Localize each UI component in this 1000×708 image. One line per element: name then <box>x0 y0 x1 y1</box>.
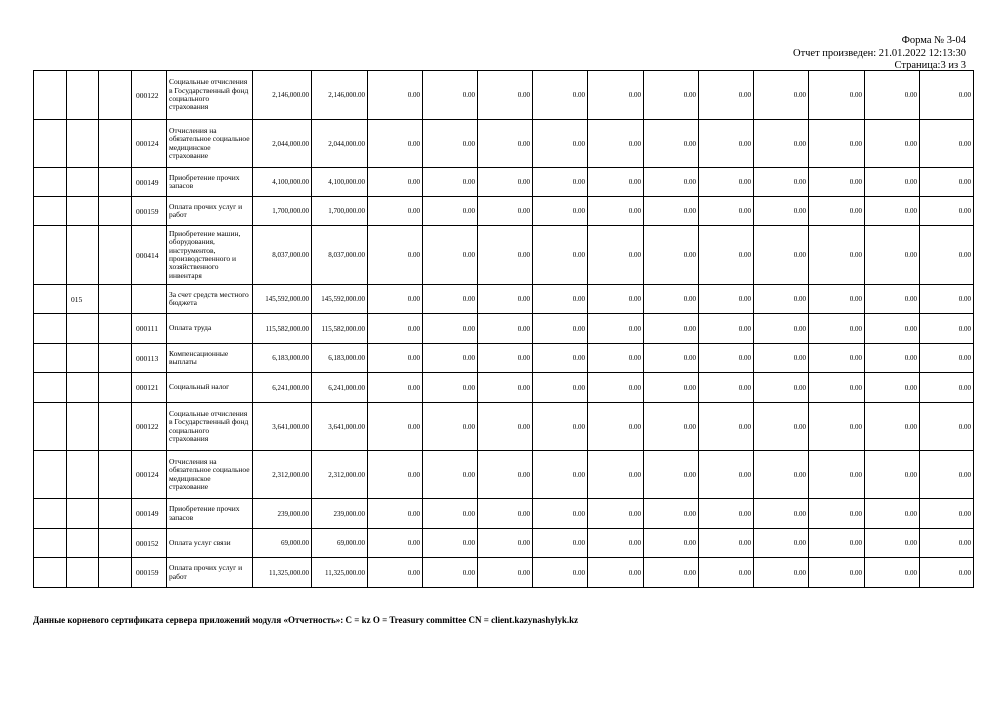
value-cell: 0.00 <box>920 314 974 344</box>
value-cell: 0.00 <box>699 373 754 403</box>
value-cell: 0.00 <box>809 168 865 197</box>
value-cell: 0.00 <box>478 285 533 314</box>
program-code-cell <box>67 71 99 120</box>
value-cell: 0.00 <box>533 373 588 403</box>
value-cell: 0.00 <box>644 529 699 558</box>
value-cell: 0.00 <box>699 285 754 314</box>
value-cell: 0.00 <box>920 226 974 285</box>
subprogram-code-cell <box>99 168 132 197</box>
col1-cell <box>34 314 67 344</box>
specific-code-cell <box>132 285 167 314</box>
value-cell: 0.00 <box>809 373 865 403</box>
value-cell: 0.00 <box>533 197 588 226</box>
value-cell: 0.00 <box>533 314 588 344</box>
value-cell: 0.00 <box>478 373 533 403</box>
value-cell: 0.00 <box>920 285 974 314</box>
value-cell: 0.00 <box>920 120 974 168</box>
plan-amount-cell: 2,044,000.00 <box>312 120 368 168</box>
subprogram-code-cell <box>99 71 132 120</box>
plan-amount-cell: 115,582,000.00 <box>312 314 368 344</box>
value-cell: 0.00 <box>920 344 974 373</box>
value-cell: 0.00 <box>644 344 699 373</box>
table-row <box>34 403 974 451</box>
value-cell: 0.00 <box>754 403 809 451</box>
value-cell: 0.00 <box>478 451 533 499</box>
value-cell: 0.00 <box>699 529 754 558</box>
value-cell: 0.00 <box>368 71 423 120</box>
value-cell: 0.00 <box>754 529 809 558</box>
program-code-cell <box>67 226 99 285</box>
page-counter: Страница:3 из 3 <box>894 60 966 72</box>
value-cell: 0.00 <box>644 168 699 197</box>
item-name-cell: Отчисления на обязательное социальное медицинское страхование <box>167 451 253 499</box>
table-row <box>34 373 974 403</box>
table-row <box>34 168 974 197</box>
col1-cell <box>34 344 67 373</box>
value-cell: 0.00 <box>865 71 920 120</box>
plan-amount-cell: 3,641,000.00 <box>312 403 368 451</box>
subprogram-code-cell <box>99 558 132 588</box>
plan-amount-cell: 4,100,000.00 <box>312 168 368 197</box>
program-code-cell <box>67 373 99 403</box>
value-cell: 0.00 <box>478 529 533 558</box>
value-cell: 0.00 <box>588 168 644 197</box>
specific-code-cell: 000159 <box>132 197 167 226</box>
col1-cell <box>34 226 67 285</box>
specific-code-cell: 000111 <box>132 314 167 344</box>
value-cell: 0.00 <box>920 558 974 588</box>
value-cell: 0.00 <box>754 451 809 499</box>
value-cell: 0.00 <box>588 451 644 499</box>
plan-amount-cell: 239,000.00 <box>312 499 368 529</box>
value-cell: 0.00 <box>368 197 423 226</box>
item-name-cell: Оплата прочих услуг и работ <box>167 197 253 226</box>
value-cell: 0.00 <box>588 558 644 588</box>
program-code-cell <box>67 197 99 226</box>
value-cell: 0.00 <box>588 120 644 168</box>
value-cell: 0.00 <box>423 373 478 403</box>
value-cell: 0.00 <box>644 226 699 285</box>
value-cell: 0.00 <box>809 451 865 499</box>
value-cell: 0.00 <box>920 403 974 451</box>
value-cell: 0.00 <box>533 168 588 197</box>
value-cell: 0.00 <box>920 499 974 529</box>
value-cell: 0.00 <box>478 499 533 529</box>
value-cell: 0.00 <box>809 71 865 120</box>
table-row <box>34 314 974 344</box>
value-cell: 0.00 <box>699 226 754 285</box>
value-cell: 0.00 <box>588 403 644 451</box>
value-cell: 0.00 <box>809 558 865 588</box>
approved-amount-cell: 6,241,000.00 <box>253 373 312 403</box>
approved-amount-cell: 115,582,000.00 <box>253 314 312 344</box>
specific-code-cell: 000149 <box>132 168 167 197</box>
table-row <box>34 197 974 226</box>
value-cell: 0.00 <box>865 529 920 558</box>
approved-amount-cell: 8,037,000.00 <box>253 226 312 285</box>
plan-amount-cell: 2,312,000.00 <box>312 451 368 499</box>
value-cell: 0.00 <box>368 120 423 168</box>
program-code-cell <box>67 314 99 344</box>
value-cell: 0.00 <box>533 529 588 558</box>
item-name-cell: Приобретение прочих запасов <box>167 168 253 197</box>
table-row <box>34 120 974 168</box>
subprogram-code-cell <box>99 344 132 373</box>
item-name-cell: Социальные отчисления в Государственный фонд социального страхования <box>167 71 253 120</box>
value-cell: 0.00 <box>865 226 920 285</box>
value-cell: 0.00 <box>533 344 588 373</box>
subprogram-code-cell <box>99 226 132 285</box>
item-name-cell: Оплата услуг связи <box>167 529 253 558</box>
value-cell: 0.00 <box>644 558 699 588</box>
value-cell: 0.00 <box>644 373 699 403</box>
specific-code-cell: 000121 <box>132 373 167 403</box>
col1-cell <box>34 403 67 451</box>
value-cell: 0.00 <box>865 403 920 451</box>
value-cell: 0.00 <box>368 499 423 529</box>
specific-code-cell: 000152 <box>132 529 167 558</box>
value-cell: 0.00 <box>644 120 699 168</box>
item-name-cell: За счет средств местного бюджета <box>167 285 253 314</box>
approved-amount-cell: 6,183,000.00 <box>253 344 312 373</box>
value-cell: 0.00 <box>423 314 478 344</box>
specific-code-cell: 000149 <box>132 499 167 529</box>
value-cell: 0.00 <box>865 197 920 226</box>
plan-amount-cell: 6,241,000.00 <box>312 373 368 403</box>
value-cell: 0.00 <box>865 120 920 168</box>
value-cell: 0.00 <box>809 120 865 168</box>
value-cell: 0.00 <box>533 499 588 529</box>
value-cell: 0.00 <box>423 558 478 588</box>
approved-amount-cell: 239,000.00 <box>253 499 312 529</box>
specific-code-cell: 000414 <box>132 226 167 285</box>
value-cell: 0.00 <box>754 314 809 344</box>
value-cell: 0.00 <box>699 499 754 529</box>
value-cell: 0.00 <box>865 558 920 588</box>
plan-amount-cell: 8,037,000.00 <box>312 226 368 285</box>
value-cell: 0.00 <box>423 403 478 451</box>
value-cell: 0.00 <box>644 71 699 120</box>
value-cell: 0.00 <box>920 168 974 197</box>
value-cell: 0.00 <box>920 71 974 120</box>
plan-amount-cell: 69,000.00 <box>312 529 368 558</box>
table-row <box>34 71 974 120</box>
value-cell: 0.00 <box>423 344 478 373</box>
program-code-cell <box>67 403 99 451</box>
value-cell: 0.00 <box>865 314 920 344</box>
value-cell: 0.00 <box>809 226 865 285</box>
value-cell: 0.00 <box>809 197 865 226</box>
plan-amount-cell: 1,700,000.00 <box>312 197 368 226</box>
subprogram-code-cell <box>99 285 132 314</box>
approved-amount-cell: 2,044,000.00 <box>253 120 312 168</box>
value-cell: 0.00 <box>920 373 974 403</box>
program-code-cell <box>67 499 99 529</box>
value-cell: 0.00 <box>588 285 644 314</box>
value-cell: 0.00 <box>368 168 423 197</box>
value-cell: 0.00 <box>588 71 644 120</box>
subprogram-code-cell <box>99 529 132 558</box>
value-cell: 0.00 <box>478 168 533 197</box>
value-cell: 0.00 <box>478 197 533 226</box>
value-cell: 0.00 <box>699 168 754 197</box>
value-cell: 0.00 <box>754 197 809 226</box>
value-cell: 0.00 <box>588 344 644 373</box>
value-cell: 0.00 <box>754 373 809 403</box>
value-cell: 0.00 <box>533 226 588 285</box>
value-cell: 0.00 <box>478 403 533 451</box>
value-cell: 0.00 <box>699 120 754 168</box>
table-row <box>34 344 974 373</box>
value-cell: 0.00 <box>368 403 423 451</box>
item-name-cell: Компенсационные выплаты <box>167 344 253 373</box>
value-cell: 0.00 <box>368 314 423 344</box>
value-cell: 0.00 <box>754 285 809 314</box>
value-cell: 0.00 <box>754 499 809 529</box>
program-code-cell <box>67 168 99 197</box>
value-cell: 0.00 <box>423 285 478 314</box>
report-table <box>33 70 974 588</box>
value-cell: 0.00 <box>423 529 478 558</box>
value-cell: 0.00 <box>699 403 754 451</box>
table-row <box>34 499 974 529</box>
value-cell: 0.00 <box>588 197 644 226</box>
col1-cell <box>34 120 67 168</box>
col1-cell <box>34 197 67 226</box>
value-cell: 0.00 <box>865 373 920 403</box>
value-cell: 0.00 <box>368 451 423 499</box>
item-name-cell: Социальные отчисления в Государственный фонд социального страхования <box>167 403 253 451</box>
item-name-cell: Оплата труда <box>167 314 253 344</box>
item-name-cell: Приобретение машин, оборудования, инструментов, производственного и хозяйственного инвентаря <box>167 226 253 285</box>
approved-amount-cell: 11,325,000.00 <box>253 558 312 588</box>
specific-code-cell: 000124 <box>132 120 167 168</box>
value-cell: 0.00 <box>699 558 754 588</box>
value-cell: 0.00 <box>588 529 644 558</box>
value-cell: 0.00 <box>754 226 809 285</box>
specific-code-cell: 000122 <box>132 71 167 120</box>
value-cell: 0.00 <box>754 120 809 168</box>
value-cell: 0.00 <box>478 314 533 344</box>
value-cell: 0.00 <box>533 120 588 168</box>
value-cell: 0.00 <box>699 451 754 499</box>
col1-cell <box>34 451 67 499</box>
value-cell: 0.00 <box>865 451 920 499</box>
value-cell: 0.00 <box>533 403 588 451</box>
item-name-cell: Отчисления на обязательное социальное медицинское страхование <box>167 120 253 168</box>
value-cell: 0.00 <box>920 451 974 499</box>
program-code-cell <box>67 120 99 168</box>
value-cell: 0.00 <box>809 403 865 451</box>
value-cell: 0.00 <box>644 314 699 344</box>
plan-amount-cell: 11,325,000.00 <box>312 558 368 588</box>
value-cell: 0.00 <box>644 197 699 226</box>
subprogram-code-cell <box>99 451 132 499</box>
approved-amount-cell: 4,100,000.00 <box>253 168 312 197</box>
form-number: Форма № 3-04 <box>901 35 966 46</box>
value-cell: 0.00 <box>478 120 533 168</box>
value-cell: 0.00 <box>588 499 644 529</box>
approved-amount-cell: 2,146,000.00 <box>253 71 312 120</box>
value-cell: 0.00 <box>423 71 478 120</box>
value-cell: 0.00 <box>644 285 699 314</box>
report-timestamp: Отчет произведен: 21.01.2022 12:13:30 <box>792 47 966 59</box>
col1-cell <box>34 168 67 197</box>
specific-code-cell: 000113 <box>132 344 167 373</box>
subprogram-code-cell <box>99 314 132 344</box>
value-cell: 0.00 <box>920 197 974 226</box>
value-cell: 0.00 <box>865 285 920 314</box>
program-code-cell: 015 <box>67 285 99 314</box>
value-cell: 0.00 <box>809 344 865 373</box>
value-cell: 0.00 <box>368 226 423 285</box>
value-cell: 0.00 <box>865 499 920 529</box>
value-cell: 0.00 <box>533 558 588 588</box>
value-cell: 0.00 <box>920 529 974 558</box>
value-cell: 0.00 <box>368 285 423 314</box>
value-cell: 0.00 <box>809 529 865 558</box>
specific-code-cell: 000122 <box>132 403 167 451</box>
value-cell: 0.00 <box>533 451 588 499</box>
value-cell: 0.00 <box>478 344 533 373</box>
value-cell: 0.00 <box>368 344 423 373</box>
value-cell: 0.00 <box>754 558 809 588</box>
value-cell: 0.00 <box>865 344 920 373</box>
col1-cell <box>34 285 67 314</box>
value-cell: 0.00 <box>478 226 533 285</box>
item-name-cell: Приобретение прочих запасов <box>167 499 253 529</box>
col1-cell <box>34 499 67 529</box>
value-cell: 0.00 <box>368 373 423 403</box>
program-code-cell <box>67 558 99 588</box>
col1-cell <box>34 373 67 403</box>
program-code-cell <box>67 529 99 558</box>
subprogram-code-cell <box>99 499 132 529</box>
col1-cell <box>34 558 67 588</box>
value-cell: 0.00 <box>699 344 754 373</box>
certificate-footer: Данные корневого сертификата сервера приложений модуля «Отчетность»: C = kz O = Treasury committee CN = client.kazynashylyk.kz <box>33 615 579 625</box>
specific-code-cell: 000159 <box>132 558 167 588</box>
table-row <box>34 451 974 499</box>
value-cell: 0.00 <box>809 499 865 529</box>
value-cell: 0.00 <box>533 285 588 314</box>
value-cell: 0.00 <box>699 71 754 120</box>
value-cell: 0.00 <box>865 168 920 197</box>
approved-amount-cell: 2,312,000.00 <box>253 451 312 499</box>
value-cell: 0.00 <box>754 168 809 197</box>
approved-amount-cell: 3,641,000.00 <box>253 403 312 451</box>
report-header <box>793 35 966 73</box>
approved-amount-cell: 145,592,000.00 <box>253 285 312 314</box>
value-cell: 0.00 <box>699 314 754 344</box>
value-cell: 0.00 <box>478 558 533 588</box>
specific-code-cell: 000124 <box>132 451 167 499</box>
program-code-cell <box>67 451 99 499</box>
value-cell: 0.00 <box>423 499 478 529</box>
value-cell: 0.00 <box>423 197 478 226</box>
value-cell: 0.00 <box>478 71 533 120</box>
value-cell: 0.00 <box>809 314 865 344</box>
value-cell: 0.00 <box>368 529 423 558</box>
subprogram-code-cell <box>99 197 132 226</box>
value-cell: 0.00 <box>368 558 423 588</box>
subprogram-code-cell <box>99 403 132 451</box>
item-name-cell: Оплата прочих услуг и работ <box>167 558 253 588</box>
approved-amount-cell: 1,700,000.00 <box>253 197 312 226</box>
table-row <box>34 558 974 588</box>
value-cell: 0.00 <box>699 197 754 226</box>
value-cell: 0.00 <box>754 344 809 373</box>
value-cell: 0.00 <box>809 285 865 314</box>
col1-cell <box>34 71 67 120</box>
plan-amount-cell: 145,592,000.00 <box>312 285 368 314</box>
subprogram-code-cell <box>99 373 132 403</box>
program-code-cell <box>67 344 99 373</box>
subprogram-code-cell <box>99 120 132 168</box>
value-cell: 0.00 <box>588 226 644 285</box>
plan-amount-cell: 2,146,000.00 <box>312 71 368 120</box>
value-cell: 0.00 <box>533 71 588 120</box>
value-cell: 0.00 <box>644 403 699 451</box>
value-cell: 0.00 <box>423 226 478 285</box>
col1-cell <box>34 529 67 558</box>
approved-amount-cell: 69,000.00 <box>253 529 312 558</box>
value-cell: 0.00 <box>588 314 644 344</box>
value-cell: 0.00 <box>423 120 478 168</box>
item-name-cell: Социальный налог <box>167 373 253 403</box>
value-cell: 0.00 <box>423 168 478 197</box>
plan-amount-cell: 6,183,000.00 <box>312 344 368 373</box>
value-cell: 0.00 <box>423 451 478 499</box>
value-cell: 0.00 <box>754 71 809 120</box>
value-cell: 0.00 <box>644 499 699 529</box>
table-row <box>34 226 974 285</box>
value-cell: 0.00 <box>588 373 644 403</box>
table-row <box>34 529 974 558</box>
table-row <box>34 285 974 314</box>
value-cell: 0.00 <box>644 451 699 499</box>
